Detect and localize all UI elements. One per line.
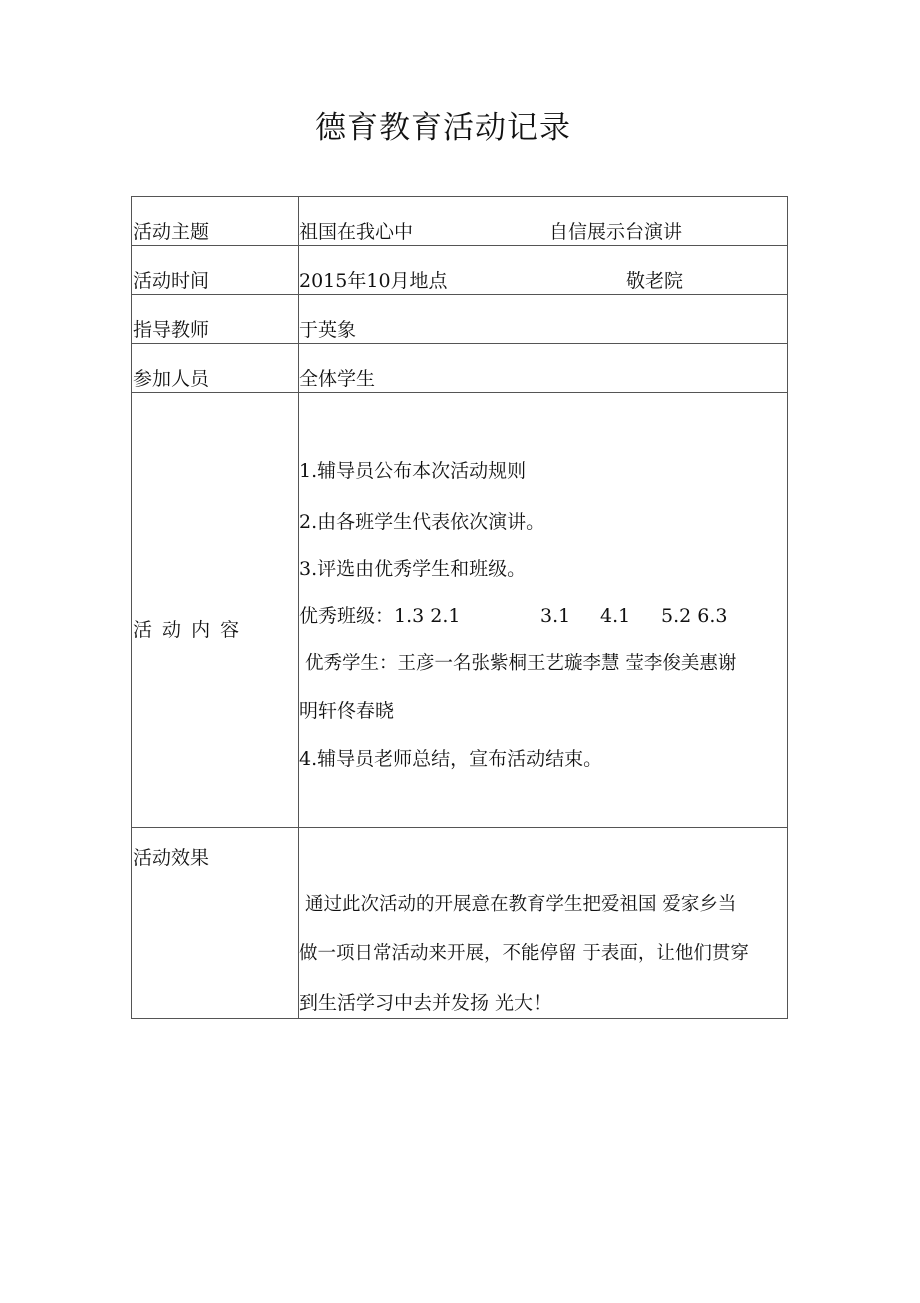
row-divider	[132, 827, 787, 828]
time-value: 2015年10月地点	[299, 270, 448, 292]
effect-line: 通过此次活动的开展意在教育学生把爱祖国 爱家乡当	[305, 894, 737, 915]
effect-label: 活动效果	[133, 847, 210, 869]
theme-label: 活动主题	[133, 221, 210, 243]
content-line: 4.辅导员老师总结，宣布活动结束。	[299, 748, 603, 770]
document-title: 德育教育活动记录	[315, 110, 571, 146]
effect-line: 到生活学习中去并发扬 光大！	[299, 992, 553, 1014]
theme-value: 祖国在我心中	[299, 221, 414, 243]
teacher-value: 于英象	[299, 319, 357, 341]
content-line: 3.评选由优秀学生和班级。	[299, 558, 527, 580]
row-divider	[132, 294, 787, 295]
time-label: 活动时间	[133, 270, 210, 292]
participants-value: 全体学生	[299, 368, 376, 390]
row-divider	[132, 343, 787, 344]
excellent-classes-line: 优秀班级：1.3 2.1	[299, 605, 461, 627]
content-line: 明轩佟春晓	[299, 700, 395, 722]
excellent-class-item: 3.1	[540, 605, 571, 627]
teacher-label: 指导教师	[133, 319, 210, 341]
excellent-students-line: 优秀学生：王彦一名张紫桐王艺璇李慧 莹李俊美惠谢	[305, 653, 737, 674]
effect-line: 做一项日常活动来开展，不能停留 于表面，让他们贯穿	[299, 943, 749, 964]
content-line: 2.由各班学生代表依次演讲。	[299, 511, 546, 533]
excellent-class-item: 5.2 6.3	[661, 605, 728, 627]
theme-extra: 自信展示台演讲	[549, 221, 683, 243]
row-divider	[132, 392, 787, 393]
row-divider	[132, 245, 787, 246]
content-label: 活 动 内 容	[133, 619, 240, 641]
excellent-class-item: 4.1	[600, 605, 631, 627]
location-value: 敬老院	[626, 270, 684, 292]
content-line: 1.辅导员公布本次活动规则	[299, 460, 527, 482]
participants-label: 参加人员	[133, 368, 210, 390]
